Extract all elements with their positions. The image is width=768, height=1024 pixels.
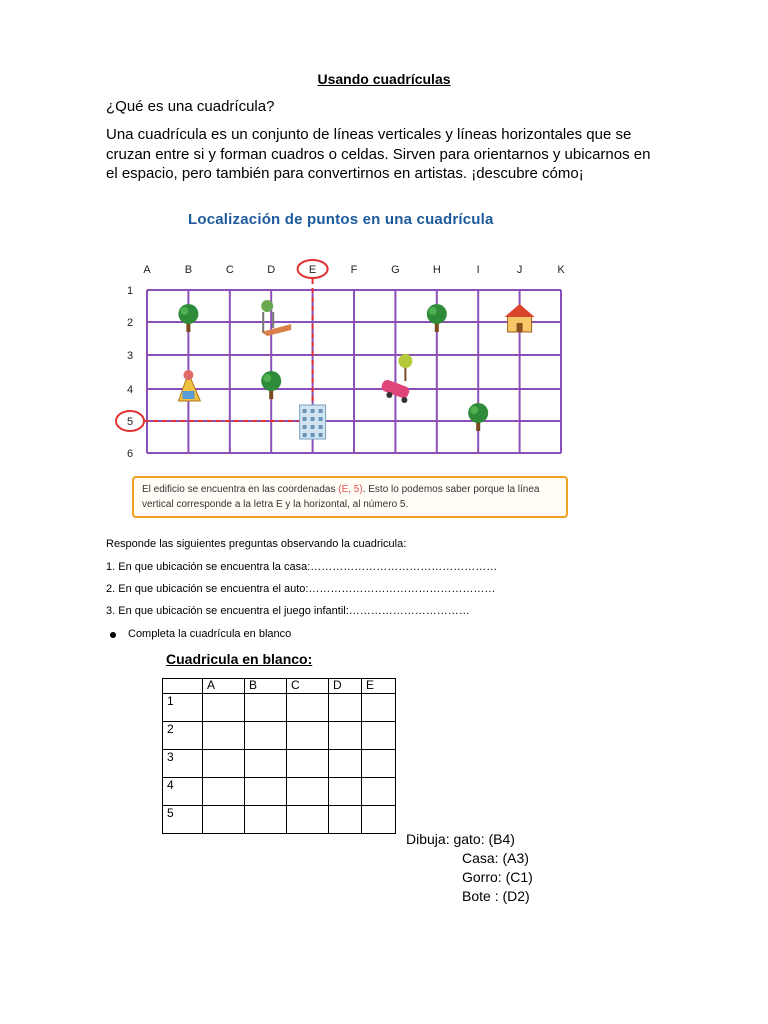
slide-base: [182, 391, 194, 399]
blank-grid-cell-E3: [362, 750, 396, 778]
car-tree: [398, 354, 412, 368]
blank-grid-column-header-B: B: [245, 679, 287, 694]
question-3: 3. En que ubicación se encuentra el juego infantil:……………………………: [106, 605, 470, 617]
caption-text-end: . Esto lo podemos saber porque la línea vertical corresponde a la letra E y la horizontal, al número 5.: [142, 484, 540, 510]
figure-caption-box: [132, 476, 568, 518]
car-wheel: [401, 397, 407, 403]
column-label-C: C: [225, 264, 234, 276]
column-label-B: B: [184, 264, 193, 276]
draw-item-boat: Bote : (D2): [462, 888, 530, 904]
column-label-F: F: [350, 264, 358, 276]
blank-grid-row-header-3: 3: [163, 750, 203, 778]
questions-intro: Responde las siguientes preguntas observando la cuadricula:: [106, 538, 407, 550]
blank-grid-cell-A5: [203, 806, 245, 834]
blank-grid-cell-C3: [287, 750, 329, 778]
blank-grid-cell-B5: [245, 806, 287, 834]
building-window: [303, 417, 307, 421]
draw-item-cat: gato: (B4): [453, 831, 515, 847]
tree-icon: [261, 371, 281, 391]
row-label-1: 1: [126, 285, 134, 297]
blank-grid-cell-A4: [203, 778, 245, 806]
instruction-bullet: Completa la cuadrícula en blanco: [128, 628, 292, 640]
blank-grid-cell-D3: [329, 750, 362, 778]
intro-paragraph: Una cuadrícula es un conjunto de líneas verticales y líneas horizontales que se cruzan entre si y forman cuadros o celdas. Sirven para orientarnos y ubicarnos en el espacio, pero también para convertirnos en artistas. ¡descubre cómo¡: [106, 126, 651, 182]
tree-icon: [178, 304, 198, 324]
playground-icon: [261, 324, 291, 336]
question-2: 2. En que ubicación se encuentra el auto:……………………………………………: [106, 583, 496, 595]
building-window: [303, 425, 307, 429]
house-roof: [505, 304, 535, 317]
blank-grid-cell-E5: [362, 806, 396, 834]
building-window: [311, 425, 315, 429]
tree-icon: [468, 403, 488, 423]
building-window: [303, 433, 307, 437]
blank-grid-cell-A3: [203, 750, 245, 778]
building-window: [311, 433, 315, 437]
blank-grid-cell-A1: [203, 694, 245, 722]
column-label-E: E: [308, 264, 317, 276]
figure-title: Localización de puntos en una cuadrícula: [188, 211, 494, 228]
building-window: [319, 417, 323, 421]
tree-icon: [427, 304, 447, 324]
building-window: [319, 425, 323, 429]
draw-item-hat: Gorro: (C1): [462, 869, 533, 885]
draw-item-house: Casa: (A3): [462, 850, 529, 866]
blank-grid-row-header-4: 4: [163, 778, 203, 806]
blank-grid-table: [162, 678, 396, 834]
blank-grid-cell-C2: [287, 722, 329, 750]
blank-grid-column-header-E: E: [362, 679, 396, 694]
column-label-H: H: [432, 264, 441, 276]
blank-grid-cell-C1: [287, 694, 329, 722]
draw-instructions: [406, 830, 533, 906]
tree-highlight: [470, 406, 478, 414]
playground-bush: [261, 300, 273, 312]
tree-highlight: [180, 307, 188, 315]
row-label-6: 6: [126, 448, 134, 460]
row-label-4: 4: [126, 384, 134, 396]
blank-grid-cell-C4: [287, 778, 329, 806]
caption-coordinates: (E, 5): [338, 484, 363, 495]
tree-highlight: [263, 374, 271, 382]
tree-highlight: [429, 307, 437, 315]
row-label-5: 5: [126, 416, 134, 428]
blank-grid-cell-D5: [329, 806, 362, 834]
car-wheel: [386, 392, 392, 398]
blank-grid-column-header-D: D: [329, 679, 362, 694]
building-window: [303, 409, 307, 413]
blank-grid-cell-D2: [329, 722, 362, 750]
blank-grid-row-header-5: 5: [163, 806, 203, 834]
blank-grid-cell-E4: [362, 778, 396, 806]
blank-grid-column-header-A: A: [203, 679, 245, 694]
column-label-D: D: [267, 264, 276, 276]
blank-grid-row-header-2: 2: [163, 722, 203, 750]
column-label-I: I: [476, 264, 480, 276]
question-heading: ¿Qué es una cuadrícula?: [106, 98, 275, 115]
house-door: [517, 323, 523, 332]
column-label-G: G: [391, 264, 400, 276]
row-label-3: 3: [126, 350, 134, 362]
blank-grid-column-header-C: C: [287, 679, 329, 694]
building-window: [311, 417, 315, 421]
building-window: [319, 409, 323, 413]
caption-text-start: El edificio se encuentra en las coordenadas: [142, 484, 339, 495]
blank-grid-cell-B2: [245, 722, 287, 750]
blank-grid-cell-D4: [329, 778, 362, 806]
question-1: 1. En que ubicación se encuentra la casa:……………………………………………: [106, 561, 498, 573]
blank-grid-cell-B4: [245, 778, 287, 806]
row-label-2: 2: [126, 317, 134, 329]
slide-top: [183, 370, 193, 380]
blank-grid-cell-E1: [362, 694, 396, 722]
blank-grid-cell-B3: [245, 750, 287, 778]
blank-grid-cell-E2: [362, 722, 396, 750]
blank-grid-title: Cuadricula en blanco:: [166, 651, 313, 667]
column-label-A: A: [143, 264, 151, 276]
blank-grid-cell-B1: [245, 694, 287, 722]
blank-grid-corner-cell: [163, 679, 203, 694]
building-window: [311, 409, 315, 413]
blank-grid-cell-C5: [287, 806, 329, 834]
draw-label: Dibuja:: [406, 831, 454, 847]
page-title: Usando cuadrículas: [317, 71, 451, 87]
column-label-J: J: [516, 264, 523, 276]
building-window: [319, 433, 323, 437]
blank-grid-cell-A2: [203, 722, 245, 750]
column-label-K: K: [557, 264, 565, 276]
blank-grid-row-header-1: 1: [163, 694, 203, 722]
coordinate-grid-figure: [110, 255, 570, 465]
blank-grid-cell-D1: [329, 694, 362, 722]
